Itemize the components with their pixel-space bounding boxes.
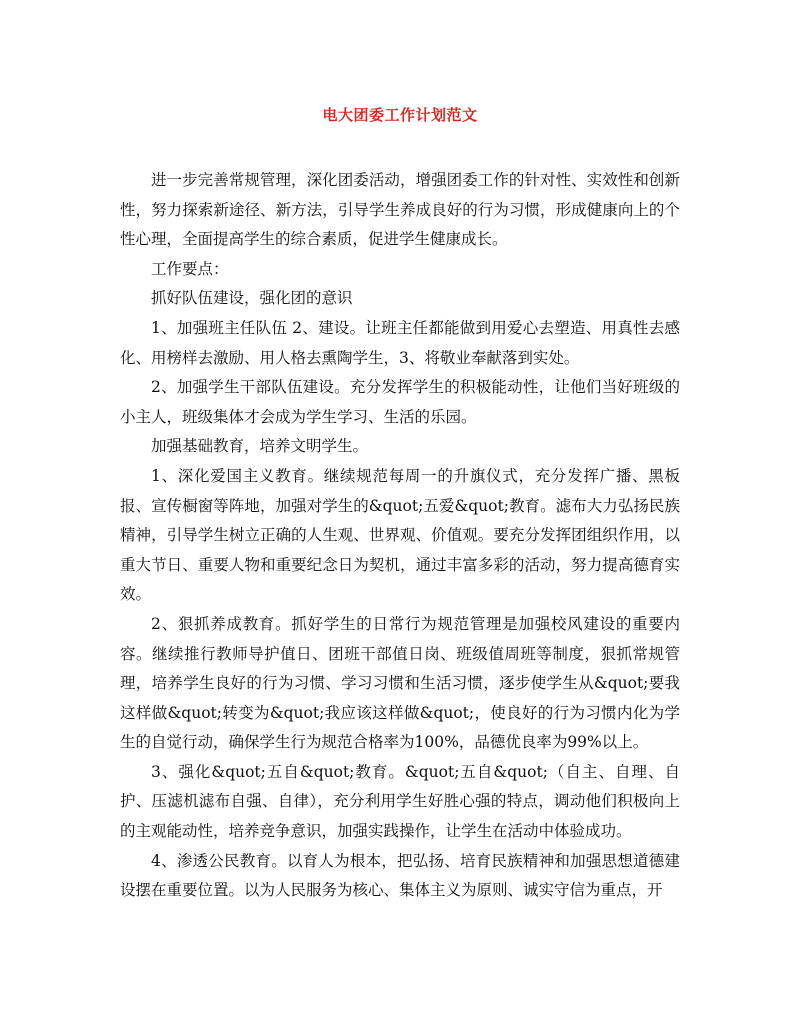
paragraph-edu-4: 4、渗透公民教育。以育人为根本，把弘扬、培育民族精神和加强思想道德建设摆在重要位置。以为人民服务为核心、集体主义为原则、诚实守信为重点，开 [120,851,680,900]
paragraph-intro: 进一步完善常规管理，深化团委活动，增强团委工作的针对性、实效性和创新性，努力探索新途径、新方法，引导学生养成良好的行为习惯，形成健康向上的个性心理，全面提高学生的综合素质，促进学生健康成长。 [120,171,680,249]
document-title: 电大团委工作计划范文 [322,106,478,124]
paragraph-item-2: 2、加强学生干部队伍建设。充分发挥学生的积极能动性，让他们当好班级的小主人，班级集体才会成为学生学习、生活的乐园。 [120,378,680,426]
paragraph-section-team: 抓好队伍建设，强化团的意识 [151,289,353,308]
paragraph-work-points: 工作要点： [151,259,229,278]
paragraph-section-education: 加强基础教育，培养文明学生。 [151,437,369,456]
paragraph-edu-3: 3、强化&quot;五自&quot;教育。&quot;五自&quot;（自主、自理、自护、压滤机滤布自强、自律），充分利用学生好胜心强的特点，调动他们积极向上的主观能动性，培养竞争意识，加强实践操作，让学生在活动中体验成功。 [120,762,680,841]
document-body [120,166,680,906]
paragraph-edu-2: 2、狠抓养成教育。抓好学生的日常行为规范管理是加强校风建设的重要内容。继续推行教师导护值日、团班干部值日岗、班级值周班等制度，狠抓常规管理，培养学生良好的行为习惯、学习习惯和生活习惯，逐步使学生从&quot;要我这样做&quot;转变为&quot;我应该这样做&quot;，使良好的行为习惯内化为学生的自觉行动，确保学生行为规范合格率为100%，品德优良率为99%以上。 [120,614,680,752]
paragraph-item-1: 1、加强班主任队伍 2、建设。让班主任都能做到用爱心去塑造、用真性去感化、用榜样去激励、用人格去熏陶学生，3、将敬业奉献落到实处。 [120,318,680,367]
paragraph-edu-1: 1、深化爱国主义教育。继续规范每周一的升旗仪式，充分发挥广播、黑板报、宣传橱窗等阵地，加强对学生的&quot;五爱&quot;教育。滤布大力弘扬民族精神，引导学生树立正确的人生观、世界观、价值观。要充分发挥团组织作用，以重大节日、重要人物和重要纪念日为契机，通过丰富多彩的活动，努力提高德育实效。 [120,466,680,604]
